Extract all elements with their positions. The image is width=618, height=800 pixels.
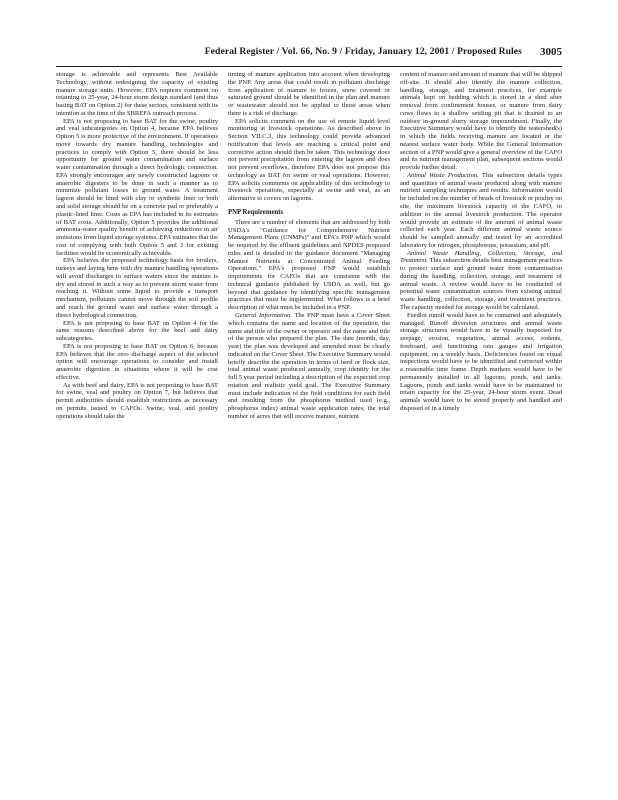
paragraph (56, 118, 218, 258)
running-head: Federal Register / Vol. 66, No. 9 / Friday, January 12, 2001 / Proposed Rules (204, 46, 522, 57)
paragraph (400, 250, 562, 312)
paragraph-text: As with beef and dairy, EPA is not proposing to base BAT for swine, veal and poultry on Option 7, but believes that permit authorities should establish restrictions as necessary on permits issued to CAFOs. Swine, veal, and poultry operations should take the (56, 381, 218, 420)
paragraph-text: timing of manure application into account when developing the PNP. Any areas that could result in pollutant discharge from application of manure to frozen, snow covered or saturated ground should be identified in the plan and manure or wastewater should not be applied to those areas when there is a risk of discharge. (228, 71, 390, 117)
paragraph-text: There are a number of elements that are addressed by both USDA's "Guidance for Comprehensive Nutrient Management Plans (CNMPs)" and EPA's PNP which would be required by the effluent guidelines and NPDES proposed rules and is detailed in the guidance document "Managing Manure Nutrients at Concentrated Animal Feeding Operations." EPA's proposed PNP would establish requirements for CAFOs that are consistent with the technical guidance published by USDA as well, but go beyond that guidance by identifying specific management practices that must be implemented. What follows is a brief description of what must be included in a PNP. (228, 218, 390, 312)
section-heading: PNP Requirements (228, 209, 284, 217)
paragraph-text: This subsection details best management practices to protect surface and ground water from contamination during the handling, collection, storage, and treatment of animal waste. A review would have to be conducted of potential water contamination sources from existing animal waste handling, collection, storage, and treatment practices. The capacity needed for storage would be calculated. (400, 257, 562, 311)
page-number: 3005 (540, 46, 562, 58)
paragraph-text: EPA is not proposing to base BAT for the swine, poultry and veal subcategories on Option 4, because EPA believes Option 5 is more protective of the environment. If operations move towards dry manure handling technologies and practices to comply with Option 5, there should be less opportunity for ground water contamination and surface water contamination through a direct hydrologic connection. EPA strongly encourages any newly constructed lagoons or anaerobic digesters to be done in such a manner as to minimize pollutant losses to ground water. A treatment lagoon should be lined with clay or synthetic liner or both and solid storage should be on a concrete pad or preferably a plastic-lined liner. Costs as EPA has included in its estimates of BAT costs. Additionally, Option 5 provides the additional ammonia-water quality benefit of achieving reductions in air emissions from liquid storage systems. EPA estimates that the cost of complying with both Option 5 and 3 for existing facilities would be economically achievable. (56, 117, 218, 257)
paragraph-label: Animal Waste Production. (407, 171, 479, 179)
paragraph-text: The PNP must have a Cover Sheet which contains the name and location of the operation, the name and title of the owner or operator and the name and title of the person who prepared the plan. The date (month, day, year) the plan was developed and amended must be clearly indicated on the Cover Sheet. The Executive Summary would briefly describe the operation in terms of herd or flock size, total animal waste produced annually, crop identity for the full 5 year period including a description of the expected crop rotation and realistic yield goal. The Executive Summary must include indication of the field conditions for each field and resulting from the phosphorus method used (e.g., phosphorus index) animal waste application rates, the total number of acres that will receive manure, nutrient (228, 311, 390, 420)
paragraph (400, 71, 562, 172)
column-right (400, 71, 562, 791)
paragraph (228, 312, 390, 421)
column-left (56, 71, 218, 791)
page-header (56, 46, 562, 62)
paragraph (400, 172, 562, 250)
paragraph-text: content of manure and amount of manure that will be shipped off-site. It should also identify the manure collection, handling, storage, and treatment practices, for example animals kept on bedding which is stored in a shed after removal from confinement houses, or manure from dairy cows flows to a shallow settling pit that is drained to an outdoor in-ground slurry storage impoundment. Finally, the Executive Summary would have to identify the watershed(s) in which the fields receiving manure are located or the nearest surface water body. While the General Information section of a PNP would give a general overview of the CAFO and its nutrient management plan, subsequent sections would provide further detail. (400, 71, 562, 172)
paragraph (228, 118, 390, 203)
paragraph (56, 257, 218, 319)
paragraph (56, 71, 218, 118)
paragraph (228, 219, 390, 312)
paragraph (56, 320, 218, 343)
paragraph-text: EPA believes the proposed technology basis for broilers, turkeys and laying hens with dry manure handling operations will avoid discharges to surface waters since the manure is dry and stored in such a way as to prevent storm water from reaching it. Without some liquid to provide a transport mechanism, pollutants cannot move through the soil profile and reach the ground water and surface water through a direct hydrological connection. (56, 257, 218, 319)
paragraph (228, 71, 390, 118)
column-middle (228, 71, 390, 791)
paragraph-text: This subsection details types and quantities of animal waste produced along with manure nutrient sampling techniques and results. Information would be included on the number of heads of livestock or poultry on site, the maximum livestock capacity of the CAFO, in addition to the annual livestock production. The operator would provide an estimate of the amount of animal waste collected each year. Each different animal waste source should be sampled annually and tested by an accredited laboratory for nitrogen, phosphorous, potassium, and pH. (400, 171, 562, 249)
paragraph-text: EPA solicits comment on the use of remote liquid level monitoring at livestock operations. As described above in Section VII.C.3, this technology could provide advanced notification that levels are reaching a critical point and corrective action should then be taken. This technology does not prevent precipitation from entering the lagoon and does not prevent overflows, therefore EPA does not propose this technology as BAT for swine or veal operations. However, EPA solicits comments on applicability of this technology to livestock operations, especially at swine and veal, as an alternative to covers on lagoons. (228, 117, 390, 203)
paragraph-text: storage is achievable and represents Best Available Technology, without redesigning the capacity of existing manure storage units. However, EPA requests comment on retaining to 25-year, 24-hour storm design standard (and thus basing BAT on Option 2) for these sectors, consistent with its intention at the time of the SBREFA outreach process. (56, 71, 218, 117)
body-columns (56, 71, 562, 791)
paragraph-text: Feedlot runoff would have to be contained and adequately managed. Runoff diversion structures and animal waste storage structures would have to be visually inspected for seepage, erosion, vegetation, animal access, rodents, freeboard, and functioning rain gauges and irrigation equipment, on a weekly basis. Deficiencies found on visual inspections would have to be identified and corrected within a reasonable time frame. Depth markers would have to be permanently installed in all lagoons, ponds, and tanks. Lagoons, ponds and tanks would have to be maintained to retain capacity for the 25-year, 24-hour storm event. Dead animals would have to be stored properly and handled and disposed of in a timely (400, 311, 562, 412)
header-rule (56, 66, 562, 67)
paragraph-label: General Information. (235, 311, 292, 319)
paragraph (56, 382, 218, 421)
paragraph (56, 343, 218, 382)
paragraph-label: Animal Waste Handling, Collection, Storage, and Treatment. (400, 249, 562, 265)
paragraph-text: EPA is not proposing to base BAT on Option 6, because EPA believes that the zero discharge aspect of the selected option will encourage operations to consider and install anaerobic digestion in situations where it will be cost effective. (56, 342, 218, 381)
paragraph (400, 312, 562, 413)
paragraph-text: EPA is not proposing to base BAT on Option 4 for the same reasons described above for the beef and dairy subcategories. (56, 319, 218, 343)
